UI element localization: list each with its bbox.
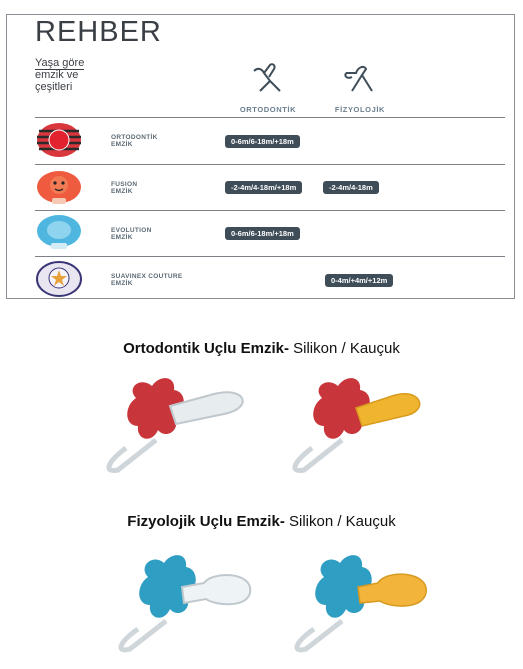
row-1-name: ORTODONTİK EMZİK	[111, 134, 158, 148]
row-divider	[35, 210, 505, 211]
subtitle-line-3: çeşitleri	[35, 81, 73, 93]
type-orthodontic-label: ORTODONTİK	[239, 105, 297, 114]
subtitle-line-1: Yaşa göre	[35, 57, 85, 69]
row-4-physio-ages: 0-4m/+4m/+12m	[325, 274, 393, 287]
physiological-section-title: Fizyolojik Uçlu Emzik- Silikon / Kauçuk	[127, 513, 396, 530]
guide-title: REHBER	[29, 15, 168, 49]
red-orthodontic-silicone-pacifier	[96, 368, 256, 478]
type-physiological	[325, 61, 395, 114]
row-1-ortho-ages: 0-6m/6-18m/+18m	[225, 135, 300, 148]
guide-subtitle	[35, 57, 125, 93]
row-2-ortho-ages: -2-4m/4-18m/+18m	[225, 181, 302, 194]
physiological-nipple-icon	[342, 61, 378, 93]
red-striped-pacifier-image	[35, 121, 83, 159]
row-4-name: SUAVINEX COUTURE EMZİK	[111, 273, 183, 287]
type-physiological-label: FİZYOLOJİK	[334, 105, 386, 114]
subtitle-line-2: emzik ve	[35, 69, 79, 81]
row-divider	[35, 117, 505, 118]
row-divider	[35, 164, 505, 165]
orthodontic-section-title: Ortodontik Uçlu Emzik- Silikon / Kauçuk	[123, 340, 400, 357]
red-orthodontic-latex-pacifier	[282, 368, 442, 478]
blue-physiological-silicone-pacifier	[104, 543, 264, 657]
row-3-name: EVOLUTION EMZİK	[111, 227, 152, 241]
row-2-physio-ages: -2-4m/4-18m	[323, 181, 379, 194]
orange-fox-pacifier-image	[35, 168, 83, 206]
row-3-ortho-ages: 0-6m/6-18m/+18m	[225, 227, 300, 240]
guide-card	[6, 14, 515, 299]
row-divider	[35, 256, 505, 257]
type-orthodontic	[233, 61, 303, 114]
couture-pacifier-image	[35, 260, 83, 298]
row-2-name: FUSION EMZİK	[111, 181, 138, 195]
blue-physiological-latex-pacifier	[280, 543, 440, 657]
orthodontic-nipple-icon	[250, 61, 286, 93]
blue-pacifier-image	[35, 213, 83, 251]
